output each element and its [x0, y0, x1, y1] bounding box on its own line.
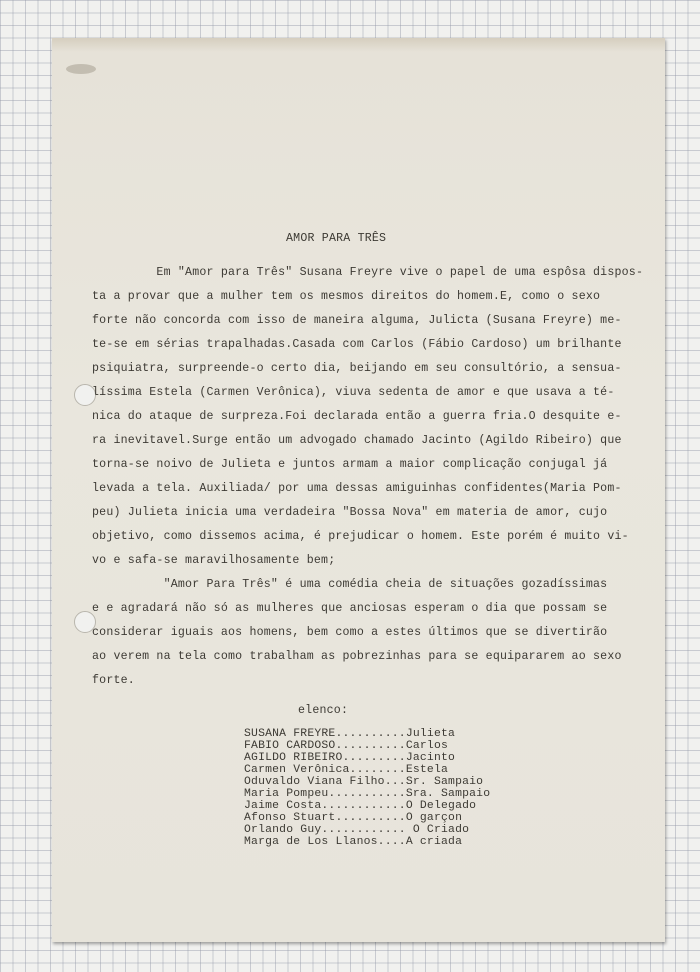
body-line: psiquiatra, surpreende-o certo dia, beijando em seu consultório, a sensua-	[92, 362, 622, 375]
body-line: ta a provar que a mulher tem os mesmos direitos do homem.E, como o sexo	[92, 290, 601, 303]
body-line: ao verem na tela como trabalham as pobrezinhas para se equipararem ao sexo	[92, 650, 622, 663]
body-line: torna-se noivo de Julieta e juntos armam a maior complicação conjugal já	[92, 458, 608, 471]
body-line: "Amor Para Três" é uma comédia cheia de situações gozadíssimas	[92, 578, 608, 591]
cast-line: Jaime Costa............O Delegado	[244, 800, 477, 812]
body-line: objetivo, como dissemos acima, é prejudicar o homem. Este porém é muito vi-	[92, 530, 629, 543]
body-line: forte.	[92, 674, 135, 687]
cast-line: Maria Pompeu...........Sra. Sampaio	[244, 788, 491, 800]
cast-line: AGILDO RIBEIRO.........Jacinto	[244, 752, 456, 764]
ink-smudge	[66, 64, 96, 74]
cast-line: SUSANA FREYRE..........Julieta	[244, 728, 456, 740]
cast-line: FABIO CARDOSO..........Carlos	[244, 740, 449, 752]
cast-line: Marga de Los Llanos....A criada	[244, 836, 463, 848]
body-line: e e agradará não só as mulheres que anciosas esperam o dia que possam se	[92, 602, 608, 615]
body-line: Em "Amor para Três" Susana Freyre vive o papel de uma espôsa dispos-	[92, 266, 644, 279]
body-line: te-se em sérias trapalhadas.Casada com Carlos (Fábio Cardoso) um brilhante	[92, 338, 622, 351]
cast-heading: elenco:	[298, 704, 349, 717]
body-line: considerar iguais aos homens, bem como a estes últimos que se divertirão	[92, 626, 608, 639]
body-line: nica do ataque de surpreza.Foi declarada então a guerra fria.O desquite e-	[92, 410, 622, 423]
body-line: levada a tela. Auxiliada/ por uma dessas amiguinhas confidentes(Maria Pom-	[92, 482, 622, 495]
body-line: ra inevitavel.Surge então um advogado chamado Jacinto (Agildo Ribeiro) que	[92, 434, 622, 447]
typed-page	[52, 38, 665, 942]
body-line: peu) Julieta inicia uma verdadeira "Bossa Nova" em materia de amor, cujo	[92, 506, 608, 519]
body-line: líssima Estela (Carmen Verônica), viuva sedenta de amor e que usava a té-	[92, 386, 615, 399]
cast-line: Afonso Stuart..........O garçon	[244, 812, 463, 824]
cast-line: Oduvaldo Viana Filho...Sr. Sampaio	[244, 776, 484, 788]
body-line: vo e safa-se maravilhosamente bem;	[92, 554, 336, 567]
cast-line: Carmen Verônica........Estela	[244, 764, 449, 776]
body-line: forte não concorda com isso de maneira alguma, Julicta (Susana Freyre) me-	[92, 314, 622, 327]
page-title: AMOR PARA TRÊS	[286, 232, 387, 245]
cast-line: Orlando Guy............ O Criado	[244, 824, 470, 836]
